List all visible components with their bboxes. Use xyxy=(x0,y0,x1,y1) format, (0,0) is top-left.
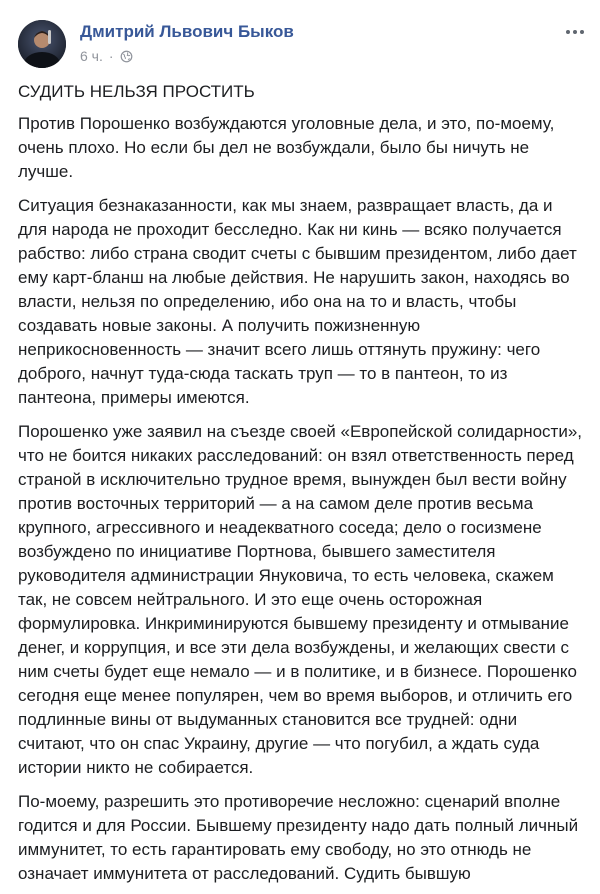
author-avatar[interactable] xyxy=(18,20,66,68)
more-options-icon xyxy=(566,30,584,34)
post-paragraph: Против Порошенко возбуждаются уголовные дела, и это, по-моему, очень плохо. Но если бы дел не возбуждали, было бы ничуть не лучше. xyxy=(18,114,555,181)
post-timestamp[interactable]: 6 ч. xyxy=(80,48,103,64)
post-paragraph: Порошенко уже заявил на съезде своей «Европейской солидарности», что не боится никаких расследований: он взял ответственность перед страной в исключительно трудное время, вынужден был вести войну против восточных территорий — а на самом деле против весьма крупного, агрессивного и неадекватного соседа; дело о госизмене возбуждено по инициативе Портнова, бывшего заместителя руководителя администрации Януковича, то есть человека, скажем так, не совсем нейтрального. И это еще очень осторожная формулировка. Инкриминируются бывшему президенту и отмывание денег, и коррупция, и все эти дела возбуждены, и желающих свести с ним счеты будет еще немало — и в политике, и в бизнесе. Порошенко сегодня еще менее популярен, чем во время выборов, и отличить его подлинные вины от выдуманных становится все трудней: одни считают, что он спас Украину, другие — что погубил, а ждать суда истории никто не собирается. xyxy=(18,422,583,777)
more-options-button[interactable] xyxy=(560,20,590,44)
post-body xyxy=(18,80,584,894)
post-header xyxy=(0,0,600,80)
post-meta xyxy=(80,48,133,64)
post-paragraph: По-моему, разрешить это противоречие несложно: сценарий вполне годится и для России. Бывшему президенту надо дать полный личный иммунитет, то есть гарантировать ему свободу, но это отнюдь не означает иммунитета от расследований. Судить бывшую xyxy=(18,792,579,883)
globe-icon[interactable] xyxy=(120,50,133,63)
meta-separator: · xyxy=(108,48,114,64)
author-name-link[interactable]: Дмитрий Львович Быков xyxy=(80,22,294,41)
post-title: СУДИТЬ НЕЛЬЗЯ ПРОСТИТЬ xyxy=(18,82,255,101)
post-paragraph: Ситуация безнаказанности, как мы знаем, развращает власть, да и для народа не проходит бесследно. Как ни кинь — всяко получается рабство: либо страна сводит счеты с бывшим президентом, либо дает ему карт-бланш на любые действия. Не нарушить закон, находясь во власти, нельзя по определению, ибо она на то и власть, чтобы создавать новые законы. А получить пожизненную неприкосновенность — значит всего лишь оттянуть пружину: чего доброго, начнут туда-сюда таскать труп — то в пантеон, то из пантеона, примеры имеются. xyxy=(18,196,577,407)
